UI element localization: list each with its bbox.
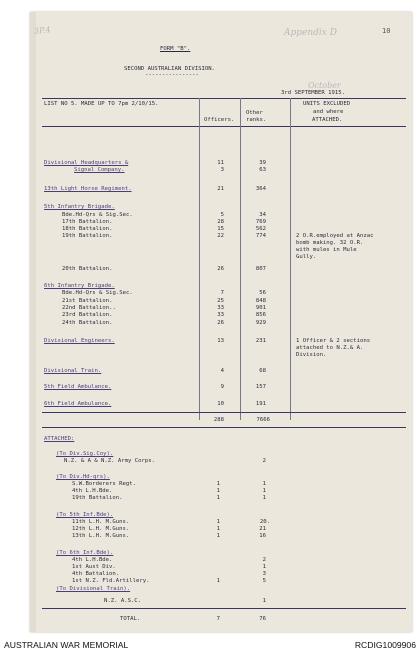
row-other-ranks: 364 (255, 186, 266, 192)
attached-group: (To Div.Sig.Coy). (56, 451, 114, 457)
row-officers: 21 (217, 186, 224, 192)
attached-officers: 1 (216, 488, 220, 494)
row-other-ranks: 562 (255, 226, 266, 232)
attached-group: (To 5th Inf.Bde). (56, 512, 114, 518)
attached-other-ranks: 5 (262, 578, 266, 584)
row-other-ranks: 63 (259, 167, 266, 173)
column-divider-mid (240, 98, 241, 420)
row-officers: 33 (217, 312, 224, 318)
header-rule-top (42, 98, 406, 99)
row-officers: 11 (217, 160, 224, 166)
row-officers: 28 (217, 219, 224, 225)
pencil-left-annotation: 3P.4 (33, 25, 51, 36)
division-title: SECOND AUSTRALIAN DIVISION. (124, 66, 215, 72)
attached-heading: ATTACHED: (44, 436, 75, 442)
row-other-ranks: 34 (259, 212, 266, 218)
note-19th-line: bomb making. 32 O.R. (296, 240, 364, 246)
handwritten-october: October (308, 81, 341, 90)
column-divider-right (290, 98, 291, 420)
footer-institution: AUSTRALIAN WAR MEMORIAL (4, 640, 129, 650)
col-other-1: Other (246, 110, 263, 116)
row-officers: 22 (217, 233, 224, 239)
row-label: 6th Field Ambulance. (44, 401, 112, 407)
row-label: 21st Battalion. (62, 298, 113, 304)
attached-other-ranks: 20. (259, 519, 270, 525)
row-officers: 7 (220, 290, 224, 296)
attached-other-ranks: 2 (262, 557, 266, 563)
row-other-ranks: 929 (255, 320, 266, 326)
row-other-ranks: 769 (255, 219, 266, 225)
attached-label: 11th L.H. M.Guns. (72, 519, 130, 525)
note-engineers-line: attached to N.Z.& A. (296, 345, 364, 351)
row-officers: 4 (220, 368, 224, 374)
attached-group: (To Div.Hd-qrs). (56, 474, 110, 480)
row-other-ranks: 774 (255, 233, 266, 239)
grand-total-other-ranks: 76 (259, 616, 266, 622)
attached-label: 1st Aust Div. (72, 564, 116, 570)
attached-other-ranks: 1 (262, 495, 266, 501)
row-officers: 25 (217, 298, 224, 304)
attached-label: S.W.Borderers Regt. (72, 481, 136, 487)
row-other-ranks: 68 (259, 368, 266, 374)
attached-other-ranks: 21 (259, 526, 266, 532)
row-label: 20th Battalion. (62, 266, 113, 272)
row-officers: 26 (217, 320, 224, 326)
row-other-ranks: 191 (255, 401, 266, 407)
row-officers: 5 (220, 212, 224, 218)
col-units-2: and where (313, 109, 344, 115)
division-underline: ---------------- (145, 72, 199, 78)
row-label: 23rd Battalion. (62, 312, 113, 318)
note-19th-line: Gully. (296, 254, 317, 260)
form-title: FORM "B". (160, 46, 191, 52)
attached-group: (To 6th Inf.Bde). (56, 550, 114, 556)
row-officers: 13 (217, 338, 224, 344)
row-other-ranks: 848 (255, 298, 266, 304)
row-label: 22nd Battalion.. (62, 305, 116, 311)
attached-label: 4th L.H.Bde. (72, 488, 113, 494)
row-label: 5th Field Ambulance. (44, 384, 112, 390)
col-units-1: UNITS EXCLUDED (303, 101, 351, 107)
row-officers: 33 (217, 305, 224, 311)
row-label: 18th Battalion. (62, 226, 113, 232)
total-officers: 288 (213, 417, 224, 423)
row-label: Divisional Engineers. (44, 338, 115, 344)
row-other-ranks: 807 (255, 266, 266, 272)
header-rule-bottom (42, 126, 406, 127)
attached-label: 4th Battalion. (72, 571, 120, 577)
grand-total-label: TOTAL. (120, 616, 141, 622)
attached-other-ranks: 3 (262, 571, 266, 577)
row-label: 19th Battalion. (62, 233, 113, 239)
col-other-2: ranks. (246, 117, 267, 123)
attached-officers: 1 (216, 533, 220, 539)
note-engineers-line: 1 Officer & 2 sections (296, 338, 371, 344)
attached-officers: 1 (216, 481, 220, 487)
row-other-ranks: 157 (255, 384, 266, 390)
attached-officers: 1 (216, 578, 220, 584)
row-officers: 15 (217, 226, 224, 232)
corner-number: 10 (382, 27, 391, 35)
col-officers: Officers. (204, 117, 235, 123)
attached-label: 19th Battalion. (72, 495, 123, 501)
total-rule-top (42, 412, 406, 413)
list-heading: LIST NO 5. MADE UP TO 7pm 2/10/15. (44, 101, 159, 107)
note-19th-line: 2 O.R.employed at Anzac (296, 233, 374, 239)
attached-other-ranks: 1 (262, 564, 266, 570)
attached-label: 13th L.H. M.Guns. (72, 533, 130, 539)
attached-other-ranks: 16 (259, 533, 266, 539)
row-label: Bde.Hd-Qrs & Sig.Sec. (62, 212, 133, 218)
row-label: 6th Infantry Brigade. (44, 283, 115, 289)
attached-other-ranks: 1 (262, 488, 266, 494)
attached-officers: 1 (216, 526, 220, 532)
attached-label: 12th L.H. M.Guns. (72, 526, 130, 532)
row-label: Signal Company. (74, 167, 125, 173)
row-other-ranks: 856 (255, 312, 266, 318)
attached-label: N.Z. & A & N.Z. Army Corps. (64, 458, 155, 464)
row-officers: 3 (220, 167, 224, 173)
row-officers: 9 (220, 384, 224, 390)
attached-officers: 1 (216, 519, 220, 525)
total-other-ranks: 7666 (256, 417, 270, 423)
row-label: Divisional Train. (44, 368, 102, 374)
attached-other-ranks: 1 (262, 598, 266, 604)
total-rule-bottom (42, 427, 406, 428)
note-engineers-line: Division. (296, 352, 327, 358)
row-other-ranks: 231 (255, 338, 266, 344)
attached-label: 1st N.Z. Fld.Artillery. (72, 578, 150, 584)
footer-record-id: RCDIG1009906 (354, 640, 416, 650)
row-label: 24th Battalion. (62, 320, 113, 326)
grand-total-officers: 7 (216, 616, 220, 622)
row-other-ranks: 901 (255, 305, 266, 311)
row-label: 17th Battalion. (62, 219, 113, 225)
row-other-ranks: 56 (259, 290, 266, 296)
page-edge-shadow (30, 12, 36, 632)
attached-other-ranks: 1 (262, 481, 266, 487)
row-officers: 10 (217, 401, 224, 407)
attached-other-ranks: 2 (262, 458, 266, 464)
note-19th-line: with mules in Mule (296, 247, 357, 253)
row-label: 13th Light Horse Regiment. (44, 186, 132, 192)
report-date: 3rd SEPTEMBER 1915. (281, 90, 345, 96)
attached-group: (To Divisional Train). (56, 586, 131, 592)
col-units-3: ATTACHED. (312, 117, 343, 123)
attached-label: N.Z. A.S.C. (104, 598, 142, 604)
row-label: Divisional Headquarters & (44, 160, 129, 166)
row-other-ranks: 39 (259, 160, 266, 166)
row-label: 5th Infantry Brigade. (44, 204, 115, 210)
handwritten-appendix: Appendix D (284, 28, 337, 38)
grand-total-rule (42, 608, 406, 609)
attached-officers: 1 (216, 495, 220, 501)
row-label: Bde.Hd-Qrs & Sig.Sec. (62, 290, 133, 296)
attached-label: 4th L.H.Bde. (72, 557, 113, 563)
row-officers: 26 (217, 266, 224, 272)
